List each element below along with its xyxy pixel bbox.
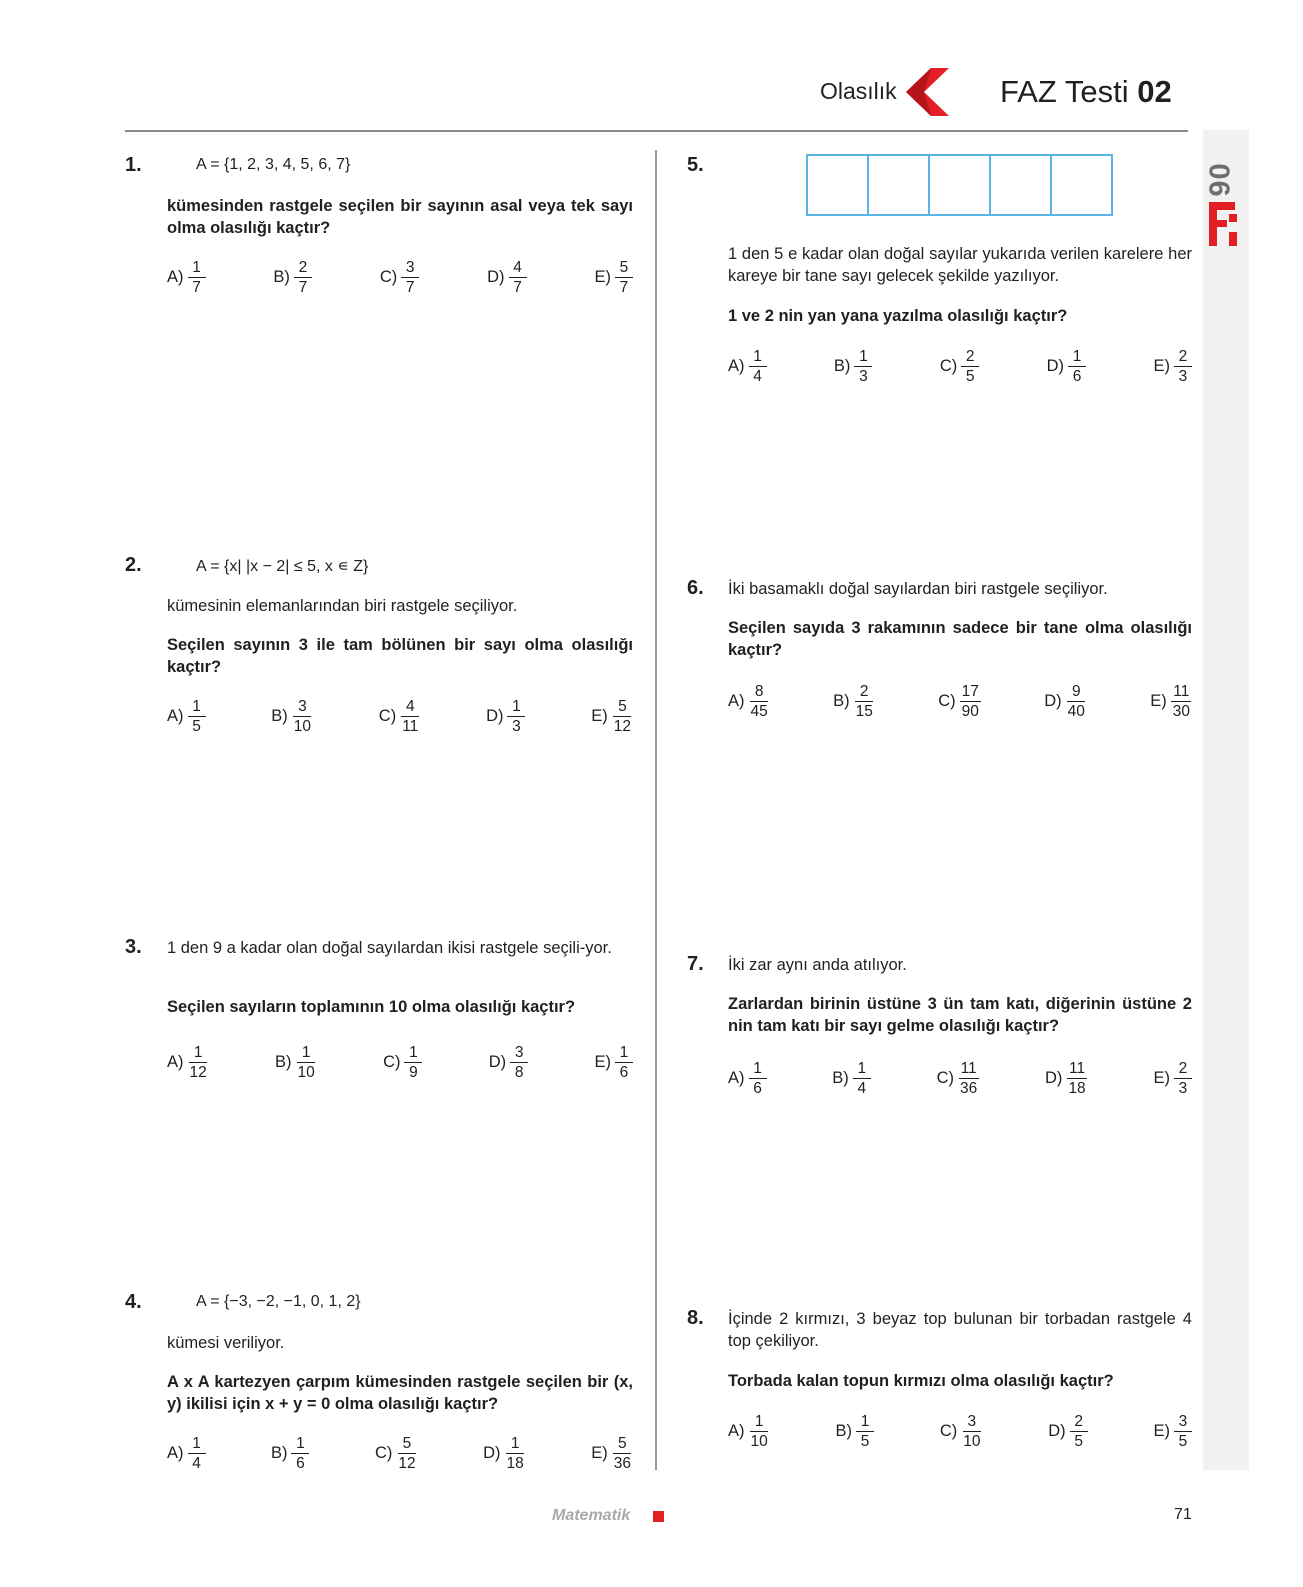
numerator: 1 <box>188 258 206 278</box>
denominator: 7 <box>513 279 522 296</box>
numerator: 5 <box>613 697 631 717</box>
question-text: 1 den 5 e kadar olan doğal sayılar yukarıda verilen karelere her kareye bir tane sayı gelecek şekilde yazılıyor. <box>728 245 1192 285</box>
numerator: 1 <box>854 347 872 367</box>
fraction <box>749 1059 767 1098</box>
answer-option <box>728 347 767 386</box>
answer-option <box>1045 1059 1088 1098</box>
option-letter: B) <box>275 1053 292 1071</box>
denominator: 3 <box>1178 368 1188 385</box>
fraction <box>188 1043 209 1082</box>
numerator: 5 <box>615 258 633 278</box>
fraction <box>188 1434 206 1473</box>
answer-option <box>486 697 525 736</box>
option-letter: E) <box>594 268 611 286</box>
question-prompt: Zarlardan birinin üstüne 3 ün tam katı, diğerinin üstüne 2 nin tam katı bir sayı gelme olasılığı kaçtır? <box>728 995 1192 1035</box>
numerator: 1 <box>506 1434 524 1454</box>
numerator: 2 <box>961 347 979 367</box>
box <box>989 154 1052 216</box>
option-letter: B) <box>273 268 290 286</box>
question-prompt: Torbada kalan topun kırmızı olma olasılığı kaçtır? <box>728 1372 1114 1390</box>
option-letter: D) <box>1046 357 1065 375</box>
answer-options <box>728 1059 1192 1098</box>
answer-option <box>937 1059 980 1098</box>
numerator: 11 <box>1069 1060 1086 1077</box>
denominator: 40 <box>1067 703 1085 720</box>
option-letter: C) <box>938 692 956 710</box>
numerator: 5 <box>398 1434 416 1454</box>
fraction <box>961 347 979 386</box>
option-letter: D) <box>483 1444 501 1462</box>
numerator: 11 <box>960 1060 977 1077</box>
numerator: 3 <box>401 258 419 278</box>
fraction <box>749 1412 770 1451</box>
fraction <box>1171 682 1192 721</box>
answer-option <box>271 1434 310 1473</box>
fraction <box>400 697 420 736</box>
answer-option <box>489 1043 528 1082</box>
column-divider <box>655 150 657 1470</box>
box <box>806 154 869 216</box>
question-number: 7. <box>687 953 704 975</box>
denominator: 9 <box>409 1064 418 1081</box>
set-definition: A = {x| |x − 2| ≤ 5, x ∊ Z} <box>196 558 369 575</box>
question-number: 3. <box>125 936 142 958</box>
option-letter: D) <box>488 1053 507 1071</box>
fraction <box>854 347 872 386</box>
test-number: 02 <box>1137 74 1172 109</box>
fraction <box>188 258 206 297</box>
denominator: 10 <box>963 1433 981 1450</box>
answer-option <box>167 1043 209 1082</box>
denominator: 3 <box>1178 1080 1188 1097</box>
question-text: kümesinin elemanlarından biri rastgele seçiliyor. <box>167 597 518 615</box>
denominator: 10 <box>750 1433 768 1450</box>
fraction <box>401 258 419 297</box>
fraction <box>505 1434 526 1473</box>
option-letter: A) <box>167 1444 184 1462</box>
option-letter: C) <box>939 357 958 375</box>
answer-option <box>383 1043 422 1082</box>
answer-options <box>167 1434 633 1473</box>
denominator: 11 <box>402 718 419 735</box>
empty-boxes <box>808 154 1113 216</box>
answer-option <box>728 682 770 721</box>
answer-option <box>167 1434 206 1473</box>
answer-option <box>275 1043 317 1082</box>
box <box>928 154 991 216</box>
fraction <box>1070 1412 1088 1451</box>
answer-options <box>728 1412 1192 1451</box>
denominator: 5 <box>860 1433 870 1450</box>
denominator: 90 <box>961 703 979 720</box>
fraction <box>291 1434 309 1473</box>
fraction <box>612 697 633 736</box>
numerator: 2 <box>1070 1412 1088 1432</box>
denominator: 4 <box>192 1455 201 1472</box>
numerator: 3 <box>963 1412 981 1432</box>
fraction <box>294 258 312 297</box>
side-strip <box>1203 130 1249 1470</box>
question-text: 1 den 9 a kadar olan doğal sayılardan ikisi rastgele seçili-yor. <box>167 939 612 957</box>
box <box>867 154 930 216</box>
answer-option <box>938 682 981 721</box>
answer-option <box>594 1043 633 1082</box>
numerator: 1 <box>188 697 206 717</box>
fraction <box>507 697 525 736</box>
set-definition: A = {−3, −2, −1, 0, 1, 2} <box>196 1293 361 1310</box>
question-prompt: Seçilen sayının 3 ile tam bölünen bir sayı olma olasılığı kaçtır? <box>167 636 633 676</box>
question-text: kümesinden rastgele seçilen bir sayının asal veya tek sayı olma olasılığı kaçtır? <box>167 197 633 237</box>
option-letter: A) <box>728 1069 745 1087</box>
question-number: 4. <box>125 1291 142 1313</box>
option-letter: E) <box>1150 692 1167 710</box>
option-letter: B) <box>833 357 851 375</box>
fraction <box>1066 682 1087 721</box>
fraction <box>1066 1059 1087 1098</box>
numerator: 1 <box>291 1434 309 1454</box>
denominator: 6 <box>296 1455 305 1472</box>
answer-option <box>271 697 313 736</box>
numerator: 1 <box>856 1412 874 1432</box>
denominator: 36 <box>613 1455 631 1472</box>
denominator: 12 <box>398 1455 416 1472</box>
footer-subject: Matematik <box>552 1507 631 1524</box>
numerator: 3 <box>293 697 311 717</box>
numerator: 3 <box>510 1043 528 1063</box>
fraction <box>1174 347 1192 386</box>
denominator: 30 <box>1172 703 1190 720</box>
denominator: 5 <box>965 368 975 385</box>
numerator: 11 <box>1173 683 1190 700</box>
question-text: İki zar aynı anda atılıyor. <box>728 956 907 974</box>
fraction <box>188 697 206 736</box>
denominator: 6 <box>1072 368 1082 385</box>
option-letter: A) <box>728 692 745 710</box>
fraction <box>612 1434 633 1473</box>
option-letter: C) <box>939 1422 958 1440</box>
fraction <box>958 1059 979 1098</box>
answer-option <box>483 1434 526 1473</box>
faz-logo-icon <box>1207 200 1239 248</box>
fraction <box>853 1059 871 1098</box>
numerator: 4 <box>509 258 527 278</box>
numerator: 2 <box>294 258 312 278</box>
question-text: İçinde 2 kırmızı, 3 beyaz top bulunan bir torbadan rastgele 4 top çekiliyor. <box>728 1310 1192 1350</box>
option-letter: D) <box>486 707 504 725</box>
denominator: 4 <box>857 1080 867 1097</box>
denominator: 6 <box>619 1064 629 1081</box>
answer-option <box>1048 1412 1087 1451</box>
answer-option <box>940 347 979 386</box>
numerator: 8 <box>750 682 768 702</box>
answer-options <box>728 682 1192 721</box>
fraction <box>296 1043 317 1082</box>
fraction <box>292 697 313 736</box>
denominator: 3 <box>859 368 868 385</box>
fraction <box>510 1043 528 1082</box>
set-definition: A = {1, 2, 3, 4, 5, 6, 7} <box>196 156 351 173</box>
numerator: 1 <box>749 347 767 367</box>
page-number: 71 <box>1174 1506 1192 1523</box>
option-letter: C) <box>936 1069 954 1087</box>
numerator: 1 <box>750 1412 768 1432</box>
answer-option <box>591 1434 633 1473</box>
question-number: 1. <box>125 154 142 176</box>
answer-option <box>834 347 873 386</box>
denominator: 36 <box>959 1080 978 1097</box>
answer-option <box>832 1059 871 1098</box>
header-rule <box>125 130 1188 132</box>
denominator: 7 <box>192 279 201 296</box>
option-letter: C) <box>379 268 398 286</box>
question-number: 8. <box>687 1307 704 1329</box>
answer-option <box>1150 682 1192 721</box>
answer-option <box>1047 347 1086 386</box>
fraction <box>509 258 527 297</box>
option-letter: E) <box>591 707 608 725</box>
answer-option <box>487 258 526 297</box>
answer-option <box>591 697 633 736</box>
question-prompt: Seçilen sayıların toplamının 10 olma olasılığı kaçtır? <box>167 998 576 1016</box>
answer-option <box>728 1412 770 1451</box>
question-prompt: 1 ve 2 nin yan yana yazılma olasılığı kaçtır? <box>728 307 1068 325</box>
chevron-left-icon <box>905 68 949 116</box>
answer-options <box>728 347 1192 386</box>
numerator: 2 <box>1174 347 1192 367</box>
denominator: 45 <box>750 703 768 720</box>
option-letter: A) <box>167 268 184 286</box>
fraction <box>404 1043 422 1082</box>
option-letter: B) <box>835 1422 853 1440</box>
fraction <box>961 1412 982 1451</box>
question-text: İki basamaklı doğal sayılardan biri rastgele seçiliyor. <box>728 580 1108 598</box>
answer-option <box>594 258 633 297</box>
option-letter: B) <box>270 1444 288 1462</box>
denominator: 5 <box>192 718 201 735</box>
option-letter: B) <box>271 707 288 725</box>
numerator: 1 <box>507 697 525 717</box>
fraction <box>856 1412 874 1451</box>
answer-option <box>940 1412 983 1451</box>
question-prompt: A x A kartezyen çarpım kümesinden rastgele seçilen bir (x, y) ikilisi için x + y = 0 olma olasılığı kaçtır? <box>167 1373 633 1413</box>
option-letter: E) <box>1153 1422 1170 1440</box>
numerator: 2 <box>1174 1059 1192 1079</box>
answer-option <box>380 258 419 297</box>
answer-option <box>375 1434 418 1473</box>
fraction <box>396 1434 417 1473</box>
answer-options <box>167 258 633 297</box>
option-letter: E) <box>594 1053 611 1071</box>
answer-option <box>833 682 875 721</box>
answer-option <box>1153 347 1192 386</box>
option-letter: E) <box>1153 357 1170 375</box>
header-test-title: FAZ Testi 02 <box>1000 74 1172 109</box>
option-letter: A) <box>167 707 184 725</box>
option-letter: D) <box>487 268 505 286</box>
option-letter: E) <box>1153 1069 1170 1087</box>
fraction <box>615 258 633 297</box>
fraction <box>1068 347 1086 386</box>
answer-option <box>167 258 206 297</box>
denominator: 15 <box>855 703 873 720</box>
option-letter: A) <box>167 1053 184 1071</box>
answer-option <box>836 1412 875 1451</box>
side-unit-number: 06 <box>1202 163 1235 198</box>
fraction <box>615 1043 633 1082</box>
denominator: 8 <box>514 1064 524 1081</box>
denominator: 12 <box>613 718 631 735</box>
answer-options <box>167 1043 633 1082</box>
denominator: 12 <box>189 1064 207 1081</box>
numerator: 5 <box>613 1434 631 1454</box>
footer-square-icon <box>653 1511 664 1522</box>
question-prompt: Seçilen sayıda 3 rakamının sadece bir tane olma olasılığı kaçtır? <box>728 619 1192 659</box>
numerator: 4 <box>401 697 419 717</box>
denominator: 4 <box>753 368 762 385</box>
option-letter: D) <box>1045 1069 1063 1087</box>
option-letter: B) <box>833 692 850 710</box>
denominator: 7 <box>298 279 308 296</box>
option-letter: D) <box>1048 1422 1066 1440</box>
option-letter: E) <box>591 1444 608 1462</box>
numerator: 1 <box>297 1043 315 1063</box>
answer-option <box>379 697 421 736</box>
option-letter: D) <box>1044 692 1062 710</box>
numerator: 9 <box>1067 682 1085 702</box>
fraction <box>854 682 875 721</box>
denominator: 6 <box>753 1080 762 1097</box>
fraction <box>960 682 981 721</box>
denominator: 7 <box>619 279 629 296</box>
denominator: 5 <box>1178 1433 1188 1450</box>
numerator: 1 <box>188 1434 206 1454</box>
numerator: 3 <box>1174 1412 1192 1432</box>
answer-option <box>1153 1412 1192 1451</box>
box <box>1050 154 1113 216</box>
fraction <box>1174 1412 1192 1451</box>
numerator: 1 <box>189 1043 207 1063</box>
numerator: 1 <box>404 1043 422 1063</box>
denominator: 7 <box>405 279 415 296</box>
option-letter: C) <box>383 1053 401 1071</box>
denominator: 18 <box>506 1455 524 1472</box>
numerator: 1 <box>749 1059 767 1079</box>
answer-option <box>1044 682 1087 721</box>
question-text: kümesi veriliyor. <box>167 1334 285 1352</box>
answer-option <box>728 1059 767 1098</box>
denominator: 10 <box>297 1064 315 1081</box>
question-number: 6. <box>687 577 704 599</box>
header-topic: Olasılık <box>820 78 897 104</box>
answer-options <box>167 697 633 736</box>
fraction <box>749 347 767 386</box>
answer-option <box>1153 1059 1192 1098</box>
option-letter: C) <box>378 707 397 725</box>
fraction <box>1174 1059 1192 1098</box>
fraction <box>749 682 770 721</box>
numerator: 1 <box>1068 347 1086 367</box>
denominator: 5 <box>1074 1433 1083 1450</box>
denominator: 3 <box>512 718 521 735</box>
denominator: 10 <box>293 718 312 735</box>
answer-option <box>167 697 206 736</box>
option-letter: A) <box>728 357 745 375</box>
option-letter: A) <box>728 1422 745 1440</box>
answer-option <box>273 258 312 297</box>
numerator: 2 <box>855 682 873 702</box>
question-number: 5. <box>687 154 704 176</box>
question-number: 2. <box>125 554 142 576</box>
denominator: 18 <box>1068 1080 1086 1097</box>
numerator: 1 <box>615 1043 633 1063</box>
numerator: 1 <box>853 1059 871 1079</box>
option-letter: C) <box>374 1444 393 1462</box>
option-letter: B) <box>832 1069 849 1087</box>
numerator: 17 <box>961 683 979 700</box>
